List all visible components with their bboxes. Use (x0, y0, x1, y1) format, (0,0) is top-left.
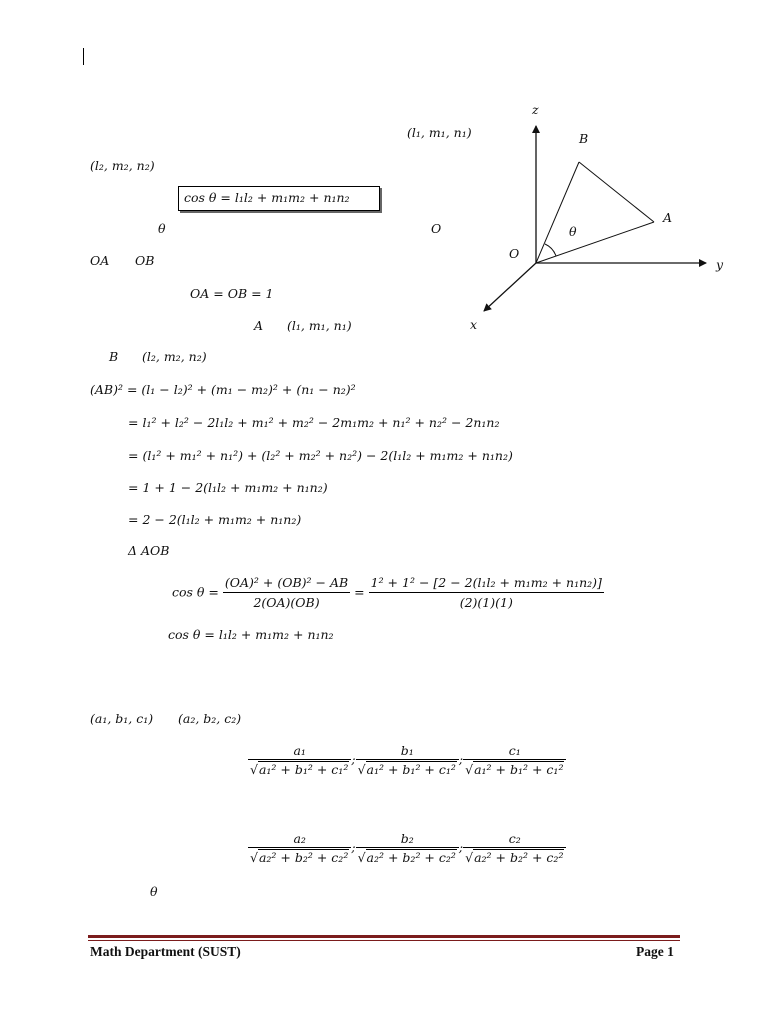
dc2-denominator-c: √a₂² + b₂² + c₂² (463, 847, 566, 866)
dc1-radicand-c: a₁² + b₁² + c₁² (474, 762, 564, 777)
separator: ; (458, 751, 464, 767)
dc2-denominator-a: √a₂² + b₂² + c₂² (248, 847, 351, 866)
cos-result: cos θ = l₁l₂ + m₁m₂ + n₁n₂ (168, 627, 334, 642)
cos-lhs: cos θ = (172, 584, 219, 600)
equals-sign: = (354, 584, 365, 600)
footer-rule-thick (88, 935, 680, 938)
a-label: A (254, 318, 264, 333)
derivation-step-2: = (l₁² + m₁² + n₁²) + (l₂² + m₂² + n₂²) − 2(l₁l₂ + m₁m₂ + n₁n₂) (128, 448, 513, 463)
dc2-radicand-c: a₂² + b₂² + c₂² (474, 850, 564, 865)
dc2-denominator-b: √a₂² + b₂² + c₂² (356, 847, 459, 866)
derivation-step-4: = 2 − 2(l₁l₂ + m₁m₂ + n₁n₂) (128, 512, 302, 527)
ratio-2: (a₂, b₂, c₂) (178, 711, 242, 726)
a-coords: (l₁, m₁, n₁) (287, 318, 352, 333)
axis-z-label: z (532, 102, 539, 117)
oa-label: OA (90, 253, 110, 268)
footer-department: Math Department (SUST) (90, 944, 241, 959)
point-a-label: A (663, 210, 673, 225)
segment-oa (536, 222, 654, 263)
dc1-numerator-b: b₁ (400, 743, 414, 758)
fraction-2-numerator: 1² + 1² − [2 − 2(l₁l₂ + m₁m₂ + n₁n₂)] (370, 575, 602, 590)
fraction-1 (223, 574, 350, 612)
ratio-1: (a₁, b₁, c₁) (90, 711, 154, 726)
segment-ab (579, 162, 654, 222)
point-b-label: B (579, 131, 589, 146)
dc2-label: (l₂, m₂, n₂) (90, 158, 155, 173)
derivation-step-3: = 1 + 1 − 2(l₁l₂ + m₁m₂ + n₁n₂) (128, 480, 328, 495)
oa-ob-equation: OA = OB = 1 (190, 286, 274, 301)
cos-fraction-equation (172, 574, 604, 612)
dc2-radicand-b: a₂² + b₂² + c₂² (366, 850, 456, 865)
dc1-numerator-c: c₁ (508, 743, 521, 758)
dc2-numerator-b: b₂ (400, 831, 414, 846)
dc1-fraction-a (248, 742, 351, 778)
angle-arc (545, 244, 556, 256)
dc1-denominator-b: √a₁² + b₁² + c₁² (356, 759, 459, 778)
ab-squared: (AB)² = (l₁ − l₂)² + (m₁ − m₂)² + (n₁ − n₂)² (90, 382, 356, 397)
dc1-denominator-c: √a₁² + b₁² + c₁² (463, 759, 566, 778)
fraction-2-denominator: (2)(1)(1) (369, 592, 604, 612)
x-axis (484, 263, 536, 311)
angle-label: θ (569, 224, 577, 239)
dc1-radicand-b: a₁² + b₁² + c₁² (366, 762, 456, 777)
b-coords: (l₂, m₂, n₂) (142, 349, 207, 364)
boxed-formula-text: cos θ = l₁l₂ + m₁m₂ + n₁n₂ (184, 190, 350, 205)
direction-cosines-1 (248, 742, 566, 778)
dc2-fraction-c (463, 830, 566, 866)
dc1-radicand-a: a₁² + b₁² + c₁² (258, 762, 349, 777)
dc1-label: (l₁, m₁, n₁) (407, 125, 472, 140)
origin-label: O (509, 246, 520, 261)
separator: ; (351, 839, 356, 855)
derivation-step-1: = l₁² + l₂² − 2l₁l₂ + m₁² + m₂² − 2m₁m₂ + n₁² + n₂² − 2n₁n₂ (128, 415, 500, 430)
dc2-fraction-a (248, 830, 351, 866)
dc1-denominator-a: √a₁² + b₁² + c₁² (248, 759, 351, 778)
direction-cosines-2 (248, 830, 566, 866)
dc2-numerator-c: c₂ (508, 831, 521, 846)
dc1-fraction-b (356, 742, 459, 778)
ob-label: OB (135, 253, 155, 268)
axis-y-label: y (716, 257, 724, 272)
o-label: O (431, 221, 442, 236)
theta-bottom: θ (150, 884, 158, 899)
theta-label: θ (158, 221, 166, 236)
separator: ; (351, 751, 356, 767)
axis-x-label: x (470, 317, 478, 332)
fraction-1-denominator: 2(OA)(OB) (223, 592, 350, 612)
dc1-fraction-c (463, 742, 566, 778)
footer-rule-thin (88, 940, 680, 941)
fraction-2 (369, 574, 604, 612)
b-label: B (109, 349, 119, 364)
dc1-numerator-a: a₁ (293, 743, 306, 758)
separator: ; (458, 839, 464, 855)
boxed-formula (178, 186, 380, 211)
dc2-fraction-b (356, 830, 459, 866)
dc2-radicand-a: a₂² + b₂² + c₂² (258, 850, 349, 865)
triangle-label: Δ AOB (128, 543, 170, 558)
segment-ob (536, 162, 579, 263)
dc2-numerator-a: a₂ (293, 831, 306, 846)
fraction-1-numerator: (OA)² + (OB)² − AB (224, 575, 349, 590)
footer-page-number: Page 1 (636, 944, 674, 959)
